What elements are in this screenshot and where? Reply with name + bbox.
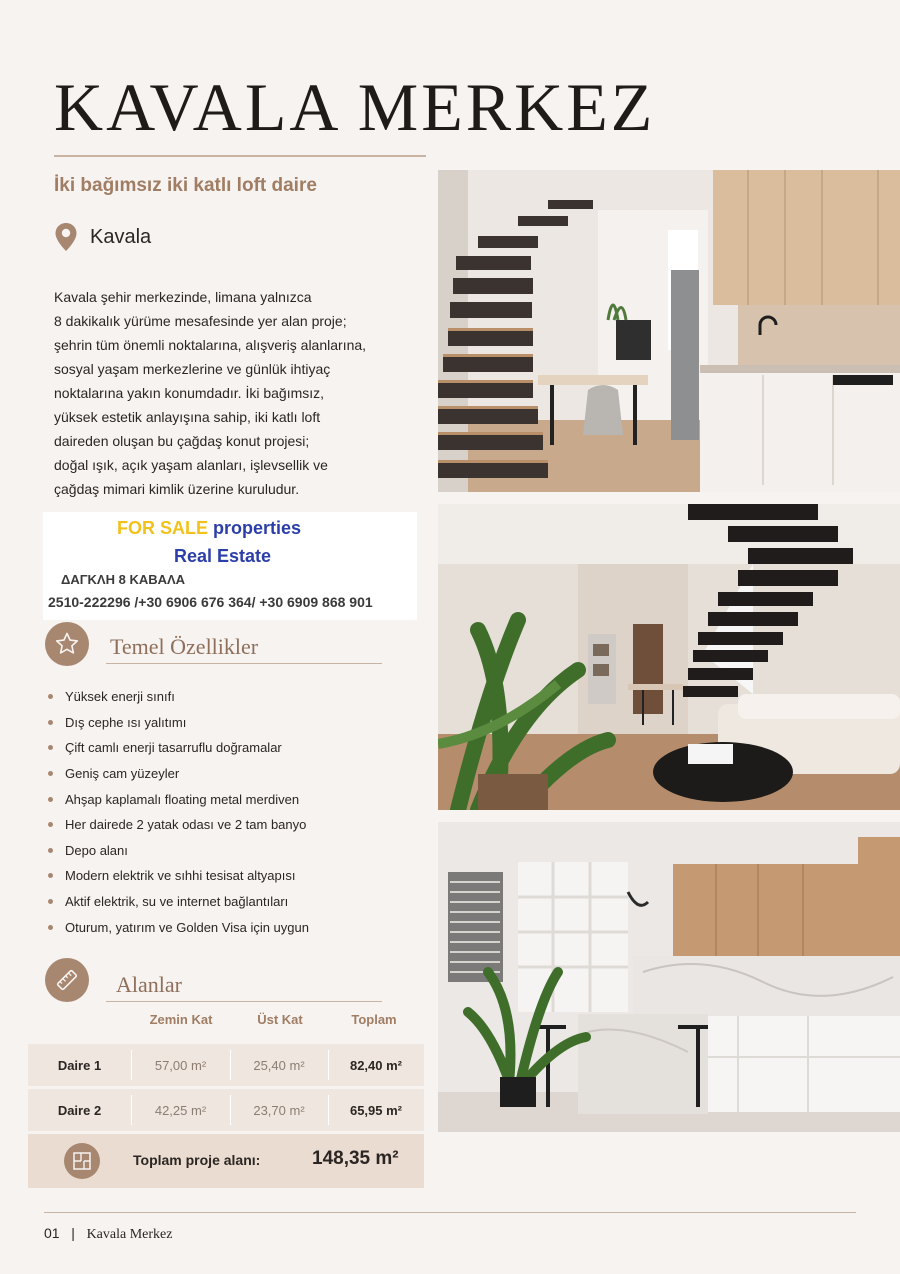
project-description [54, 285, 424, 501]
page-footer [44, 1225, 172, 1243]
properties-text: properties [213, 518, 302, 538]
subtitle: İki bağımsız iki katlı loft daire [54, 175, 317, 196]
agency-address: ΔΑΓΚΛΗ 8 ΚΑΒΑΛΑ [61, 572, 186, 587]
list-item [48, 684, 309, 710]
floorplan-icon [64, 1143, 100, 1179]
areas-title-underline [106, 1001, 382, 1002]
description-line: yüksek estetik anlayışına sahip, iki katlı loft [54, 409, 321, 425]
list-item [48, 914, 309, 940]
ust-kat-value: 25,40 m² [253, 1057, 305, 1073]
footer-divider [44, 1212, 856, 1213]
agency-phones: 2510-222296 /+30 6906 676 364/ +30 6909 868 901 [48, 594, 373, 610]
toplam-value: 82,40 m² [349, 1057, 403, 1073]
description-line: şehrin tüm önemli noktalarına, alışveriş alanlarına, [54, 337, 367, 353]
table-row [28, 1089, 424, 1131]
total-label: Toplam proje alanı: [133, 1152, 261, 1168]
list-item [48, 863, 309, 889]
feature-text: Depo alanı [65, 842, 128, 858]
page-title: KAVALA MERKEZ [54, 69, 656, 145]
toplam-value: 65,95 m² [349, 1102, 403, 1118]
column-header: Üst Kat [257, 1012, 303, 1027]
list-item [48, 838, 309, 864]
page-number: 01 [44, 1225, 60, 1241]
table-row [28, 1044, 424, 1086]
feature-text: Ahşap kaplamalı floating metal merdiven [65, 791, 300, 807]
feature-text: Her dairede 2 yatak odası ve 2 tam banyo [65, 817, 307, 833]
description-line: çağdaş mimari kimlik üzerine kuruludur. [54, 481, 300, 497]
star-icon [45, 622, 89, 666]
feature-text: Aktif elektrik, su ve internet bağlantıları [65, 894, 289, 910]
map-pin-icon [54, 222, 78, 252]
feature-text: Yüksek enerji sınıfı [65, 689, 175, 705]
feature-text: Dış cephe ısı yalıtımı [65, 714, 187, 730]
real-estate-text: Real Estate [174, 546, 272, 566]
column-header: Toplam [351, 1012, 397, 1027]
features-list [48, 684, 309, 940]
location-label: Kavala [90, 225, 152, 248]
for-sale-overlay [43, 512, 417, 620]
total-value: 148,35 m² [312, 1148, 399, 1169]
feature-text: Modern elektrik ve sıhhi tesisat altyapısı [65, 868, 296, 884]
feature-text: Geniş cam yüzeyler [65, 766, 180, 782]
interior-kitchen-staircase-photo [438, 170, 900, 492]
description-line: Kavala şehir merkezinde, limana yalnızca [54, 289, 312, 305]
ruler-icon [45, 958, 89, 1002]
areas-title: Alanlar [116, 972, 182, 997]
feature-text: Oturum, yatırım ve Golden Visa için uygun [65, 919, 309, 935]
list-item [48, 735, 309, 761]
title-divider [54, 155, 426, 157]
description-line: doğal ışık, açık yaşam alanları, işlevsellik ve [54, 457, 328, 473]
row-label: Daire 1 [57, 1057, 102, 1073]
list-item [48, 812, 309, 838]
location [54, 222, 151, 252]
for-sale-heading [117, 518, 301, 539]
column-header: Zemin Kat [149, 1012, 213, 1027]
list-item [48, 761, 309, 787]
list-item [48, 710, 309, 736]
kitchen-marble-island-photo [438, 822, 900, 1132]
total-area-row [28, 1134, 424, 1188]
row-label: Daire 2 [57, 1102, 102, 1118]
footer-label: Kavala Merkez [86, 1227, 173, 1242]
zemin-kat-value: 42,25 m² [154, 1102, 207, 1118]
feature-text: Çift camlı enerji tasarruflu doğramalar [65, 740, 282, 756]
zemin-kat-value: 57,00 m² [154, 1057, 207, 1073]
list-item [48, 889, 309, 915]
for-sale-text: FOR SALE [117, 518, 209, 538]
ust-kat-value: 23,70 m² [253, 1102, 305, 1118]
features-title: Temel Özellikler [110, 634, 259, 659]
description-line: daireden oluşan bu çağdaş konut projesi; [54, 433, 310, 449]
footer-separator: | [71, 1225, 75, 1241]
description-line: noktalarına yakın konumdadır. İki bağımsız, [54, 385, 325, 401]
description-line: sosyal yaşam merkezlerine ve günlük ihtiyaç [54, 361, 331, 377]
features-title-underline [106, 663, 382, 664]
description-line: 8 dakikalık yürüme mesafesinde yer alan proje; [54, 313, 347, 329]
living-room-staircase-photo [438, 504, 900, 810]
list-item [48, 786, 309, 812]
